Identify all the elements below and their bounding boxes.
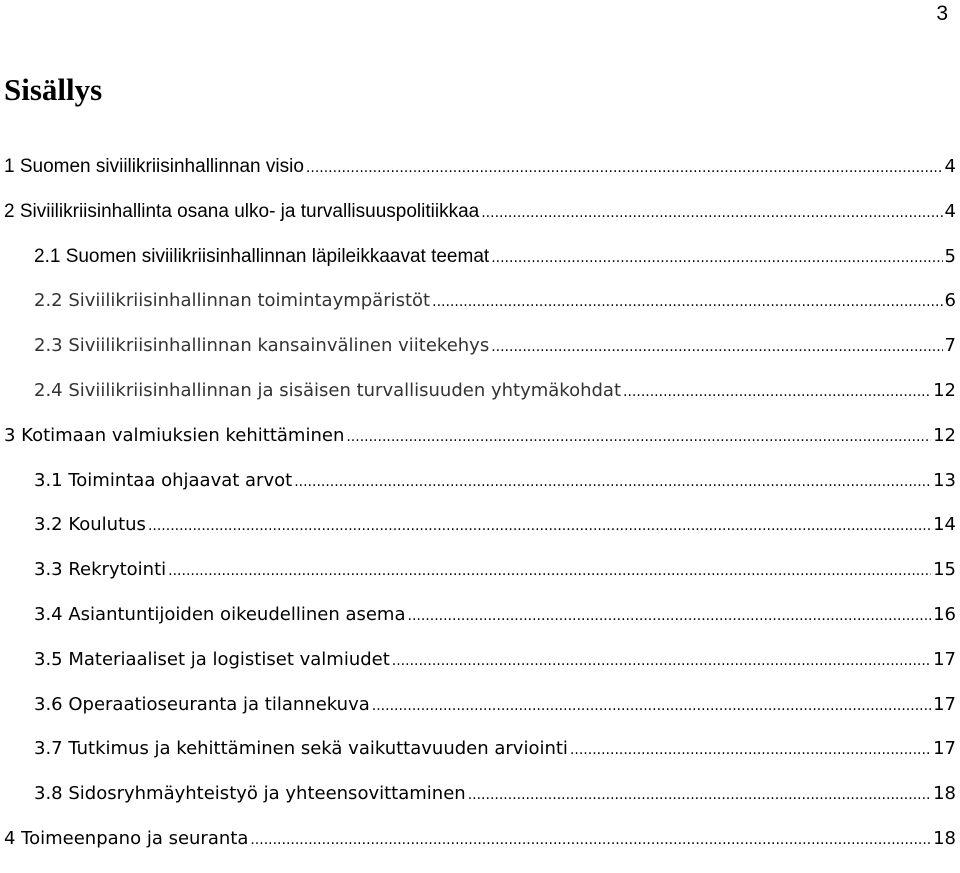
dot-leader (392, 653, 931, 669)
toc-entry-page: 18 (933, 827, 956, 849)
toc-entry-label: 2.3 Siviilikriisinhallinnan kansainvälinen viitekehys (34, 335, 490, 357)
dot-leader (570, 742, 931, 758)
toc-entry-label: 3.5 Materiaaliset ja logistiset valmiudet (34, 648, 390, 670)
toc-entry-label: 3.6 Operaatioseuranta ja tilannekuva (34, 693, 370, 715)
toc-entry-page: 15 (933, 559, 956, 581)
dot-leader (372, 698, 931, 714)
toc-entry-page: 4 (944, 156, 956, 177)
toc-entry-page: 17 (933, 738, 956, 760)
toc-entry-page: 14 (933, 514, 956, 536)
toc-entry-label: 2.4 Siviilikriisinhallinnan ja sisäisen turvallisuuden yhtymäkohdat (34, 379, 622, 401)
toc-entry-label: 1 Suomen siviilikriisinhallinnan visio (4, 156, 304, 177)
toc-entry[interactable] (4, 828, 956, 873)
toc-entry-page: 13 (933, 469, 956, 491)
dot-leader (432, 294, 942, 310)
toc-entry-label: 3.7 Tutkimus ja kehittäminen sekä vaikuttavuuden arviointi (34, 738, 568, 760)
toc-entry[interactable] (4, 738, 956, 783)
toc-entry[interactable] (4, 604, 956, 649)
dot-leader (481, 205, 942, 221)
toc-entry-label: 3 Kotimaan valmiuksien kehittäminen (4, 424, 345, 446)
dot-leader (294, 474, 931, 490)
dot-leader (306, 160, 943, 176)
toc-entry[interactable] (4, 649, 956, 694)
toc-entry[interactable] (4, 694, 956, 739)
toc-entry[interactable] (4, 156, 956, 201)
toc-entry-page: 7 (944, 335, 956, 357)
toc-entry-page: 5 (944, 245, 956, 267)
toc-entry-label: 3.2 Koulutus (34, 514, 146, 536)
dot-leader (468, 787, 931, 803)
dot-leader (148, 518, 931, 534)
toc-entry-label: 2.2 Siviilikriisinhallinnan toimintaympäristöt (34, 290, 431, 312)
toc-entry[interactable] (4, 559, 956, 604)
toc-entry-page: 17 (933, 648, 956, 670)
toc-entry-page: 16 (933, 603, 956, 625)
toc-entry-label: 3.1 Toimintaa ohjaavat arvot (34, 469, 293, 491)
toc-entry-page: 6 (944, 290, 956, 312)
toc-entry[interactable] (4, 514, 956, 559)
toc-entry[interactable] (4, 246, 956, 291)
toc-entry[interactable] (4, 335, 956, 380)
toc-entry-label: 3.3 Rekrytointi (34, 559, 167, 581)
toc-entry[interactable] (4, 290, 956, 335)
toc-entry-label: 3.8 Sidosryhmäyhteistyö ja yhteensovittaminen (34, 783, 466, 805)
toc-title: Sisällys (4, 72, 103, 107)
dot-leader (623, 384, 931, 400)
toc-entry-label: 3.4 Asiantuntijoiden oikeudellinen asema (34, 603, 406, 625)
toc-entry-label: 2.1 Suomen siviilikriisinhallinnan läpileikkaavat teemat (34, 245, 490, 267)
toc-entry-page: 17 (933, 693, 956, 715)
toc-entry-page: 4 (944, 200, 956, 222)
toc-entry[interactable] (4, 380, 956, 425)
toc-entry[interactable] (4, 201, 956, 246)
dot-leader (346, 429, 931, 445)
toc-entry-page: 12 (933, 424, 956, 446)
toc-entry-page: 12 (933, 379, 956, 401)
toc-entry[interactable] (4, 425, 956, 470)
dot-leader (491, 339, 942, 355)
toc-entry-label: 2 Siviilikriisinhallinta osana ulko- ja turvallisuuspolitiikkaa (4, 200, 480, 222)
toc-entry[interactable] (4, 783, 956, 828)
dot-leader (408, 608, 932, 624)
toc-entry-label: 4 Toimeenpano ja seuranta (4, 827, 249, 849)
page-number: 3 (936, 2, 948, 25)
toc-entry[interactable] (4, 470, 956, 515)
table-of-contents (4, 156, 956, 873)
toc-entry-page: 18 (933, 783, 956, 805)
dot-leader (491, 250, 942, 266)
dot-leader (168, 563, 931, 579)
